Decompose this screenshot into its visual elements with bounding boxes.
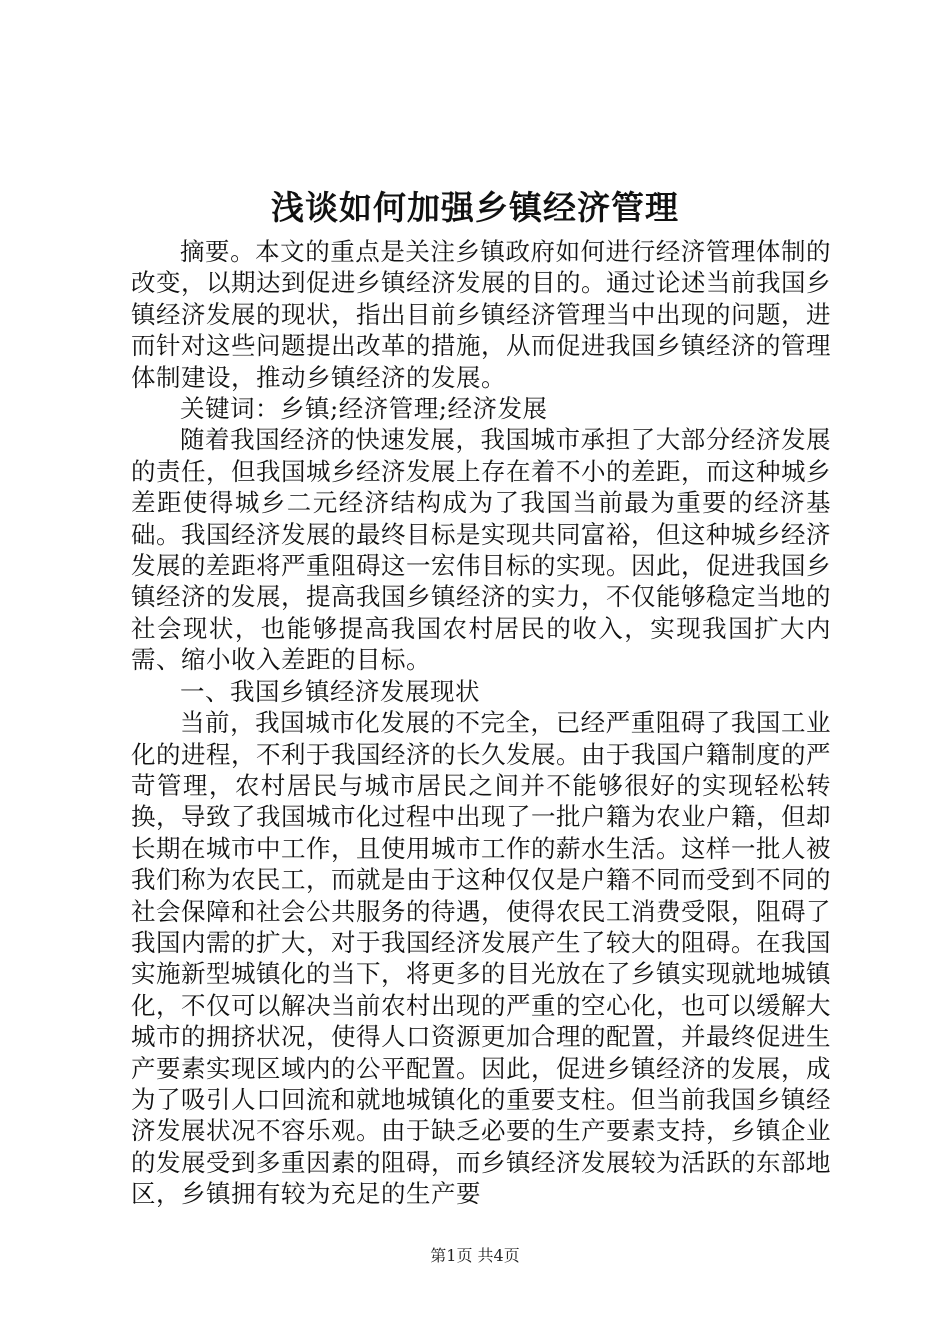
intro-paragraph: 随着我国经济的快速发展，我国城市承担了大部分经济发展的责任，但我国城乡经济发展上存在着不小的差距，而这种城乡差距使得城乡二元经济结构成为了我国当前最为重要的经济基础。我国经济发展的最终目标是实现共同富裕，但这种城乡经济发展的差距将严重阻碍这一宏伟目标的实现。因此，促进我国乡镇经济的发展，提高我国乡镇经济的实力，不仅能够稳定当地的社会现状，也能够提高我国农村居民的收入，实现我国扩大内需、缩小收入差距的目标。 [131,425,831,675]
page-footer: 第1页 共4页 [430,1246,520,1265]
document-title: 浅谈如何加强乡镇经济管理 [271,188,679,227]
document-body [131,236,831,1210]
keywords-paragraph: 关键词：乡镇;经济管理;经济发展 [180,394,548,424]
section-heading: 一、我国乡镇经济发展现状 [180,676,480,706]
section-paragraph: 当前，我国城市化发展的不完全，已经严重阻碍了我国工业化的进程，不利于我国经济的长久发展。由于我国户籍制度的严苛管理，农村居民与城市居民之间并不能够很好的实现轻松转换，导致了我国城市化过程中出现了一批户籍为农业户籍，但却长期在城市中工作，且使用城市工作的薪水生活。这样一批人被我们称为农民工，而就是由于这种仅仅是户籍不同而受到不同的社会保障和社会公共服务的待遇，使得农民工消费受限，阻碍了我国内需的扩大，对于我国经济发展产生了较大的阻碍。在我国实施新型城镇化的当下，将更多的目光放在了乡镇实现就地城镇化，不仅可以解决当前农村出现的严重的空心化，也可以缓解大城市的拥挤状况，使得人口资源更加合理的配置，并最终促进生产要素实现区域内的公平配置。因此，促进乡镇经济的发展，成为了吸引人口回流和就地城镇化的重要支柱。但当前我国乡镇经济发展状况不容乐观。由于缺乏必要的生产要素支持，乡镇企业的发展受到多重因素的阻碍，而乡镇经济发展较为活跃的东部地区，乡镇拥有较为充足的生产要 [131,708,831,1209]
abstract-paragraph: 摘要。本文的重点是关注乡镇政府如何进行经济管理体制的改变，以期达到促进乡镇经济发展的目的。通过论述当前我国乡镇经济发展的现状，指出目前乡镇经济管理当中出现的问题，进而针对这些问题提出改革的措施，从而促进我国乡镇经济的管理体制建设，推动乡镇经济的发展。 [131,237,831,392]
